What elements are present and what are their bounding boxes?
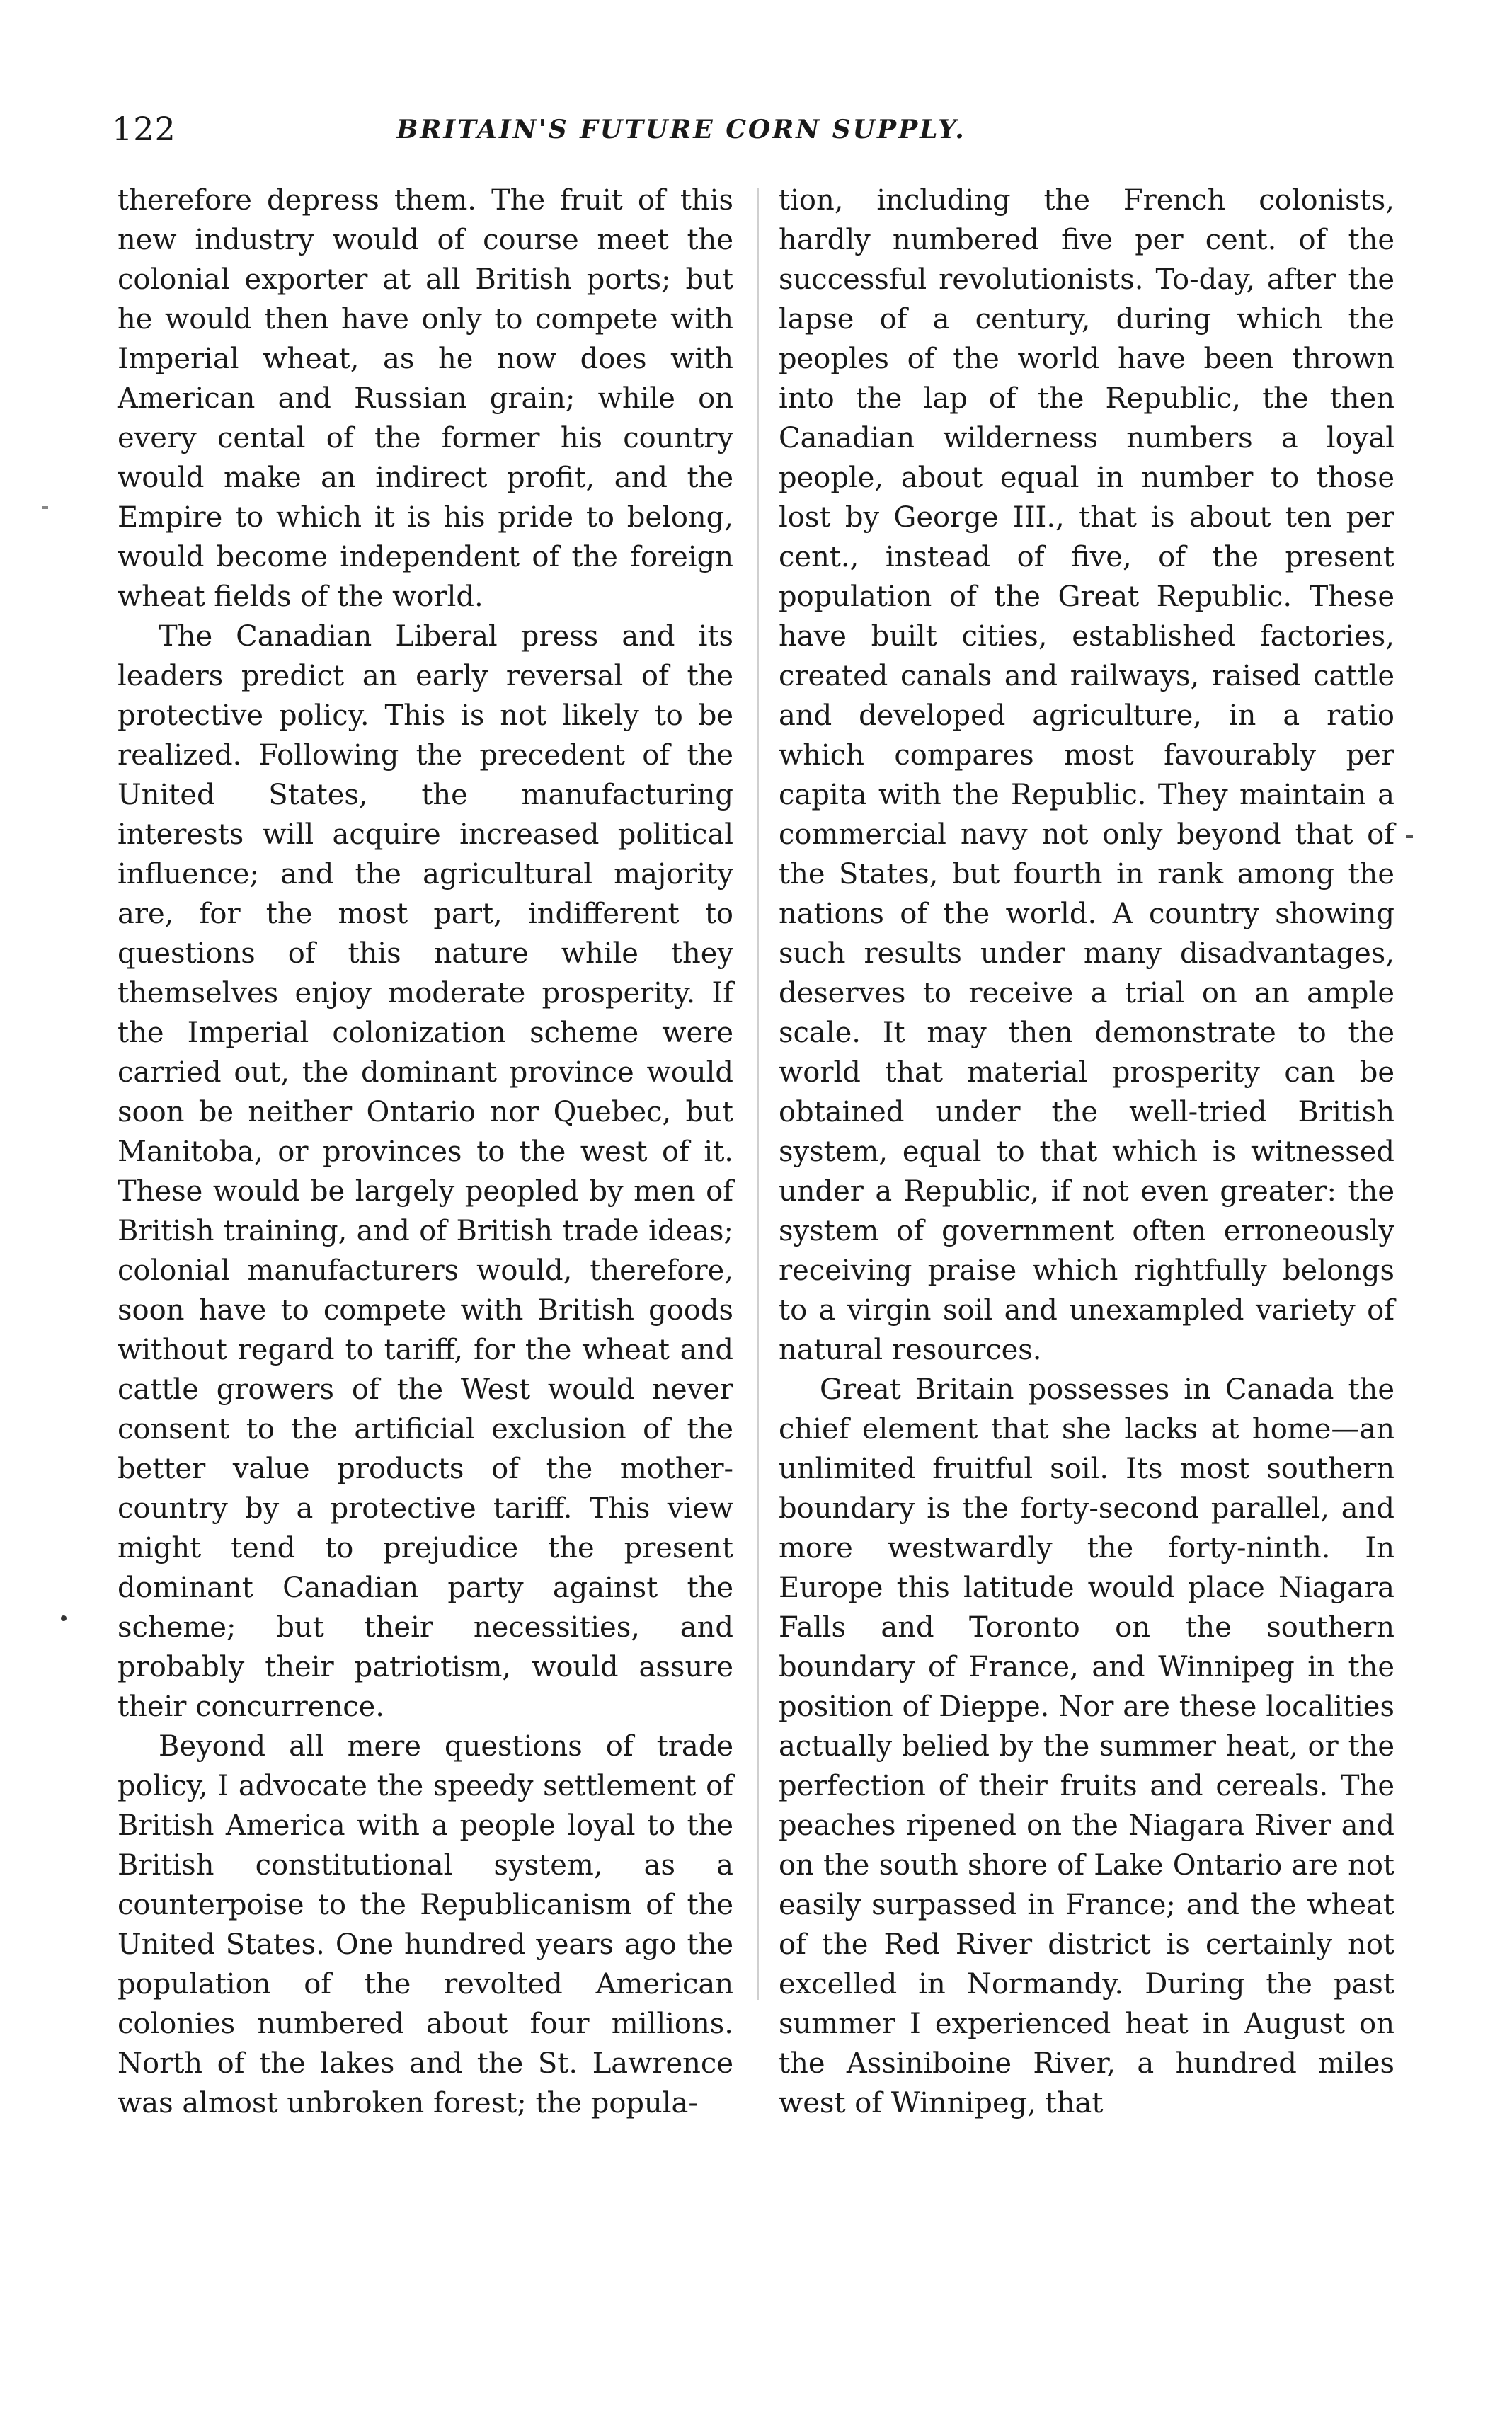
right-column (779, 181, 1394, 2123)
left-paragraph-1: therefore depress them. The fruit of this new industry would of course meet the colonial exporter at all British ports; but he would then have only to compete with Imperial wheat, as he now does with American and Russian grain; while on every cental of the former his country would make an indirect profit, and the Empire to which it is his pride to belong, would become independent of the foreign wheat fields of the world. (118, 184, 733, 613)
left-paragraph-2: The Canadian Liberal press and its leaders predict an early reversal of the protective policy. This is not likely to be realized. Following the precedent of the United States, the manufacturing interests will acquire increased political influence; and the agricultural majority are, for the most part, indifferent to questions of this nature while they themselves enjoy moderate prosperity. If the Imperial colonization scheme were carried out, the dominant province would soon be neither Ontario nor Quebec, but Manitoba, or provinces to the west of it. These would be largely peopled by men of British training, and of British trade ideas; colonial manufacturers would, therefore, soon have to compete with British goods without regard to tariff, for the wheat and cattle growers of the West would never consent to the artificial exclusion of the better value products of the mother-country by a protective tariff. This view might tend to prejudice the present dominant Canadian party against the scheme; but their necessities, and probably their patriotism, would assure their concurrence. (118, 620, 733, 1723)
margin-speck (1406, 835, 1413, 838)
right-paragraph-2: Great Britain possesses in Canada the chief element that she lacks at home—an unlimited fruitful soil. Its most southern boundary is the forty-second parallel, and more westwardly the forty-ninth. In Europe this latitude would place Niagara Falls and Toronto on the southern boundary of France, and Winnipeg in the position of Dieppe. Nor are these localities actually belied by the summer heat, or the perfection of their fruits and cereals. The peaches ripened on the Niagara River and on the south shore of Lake Ontario are not easily surpassed in France; and the wheat of the Red River district is certainly not excelled in Normandy. During the past summer I experienced heat in August on the Assiniboine River, a hundred miles west of Winnipeg, that (779, 1373, 1394, 2119)
page-number: 122 (112, 110, 176, 148)
margin-speck (61, 1615, 67, 1621)
left-paragraph-3: Beyond all mere questions of trade policy, I advocate the speedy settlement of British America with a people loyal to the British constitutional system, as a counterpoise to the Republicanism of the United States. One hundred years ago the population of the revolted American colonies numbered about four millions. North of the lakes and the St. Lawrence was almost unbroken forest; the popula- (118, 1730, 733, 2119)
right-paragraph-1: tion, including the French colonists, hardly numbered five per cent. of the successful revolutionists. To-day, after the lapse of a century, during which the peoples of the world have been thrown into the lap of the Republic, the then Canadian wilderness numbers a loyal people, about equal in number to those lost by George III., that is about ten per cent., instead of five, of the present population of the Great Republic. These have built cities, established factories, created canals and railways, raised cattle and developed agriculture, in a ratio which compares most favourably per capita with the Republic. They maintain a commercial navy not only beyond that of the States, but fourth in rank among the nations of the world. A country showing such results under many disadvantages, deserves to receive a trial on an ample scale. It may then demonstrate to the world that material prosperity can be obtained under the well-tried British system, equal to that which is witnessed under a Republic, if not even greater: the system of government often erroneously receiving praise which rightfully belongs to a virgin soil and unexampled variety of natural resources. (779, 184, 1394, 1366)
left-column (118, 181, 733, 2123)
column-divider (757, 188, 759, 2000)
margin-speck (42, 506, 48, 509)
running-title: BRITAIN'S FUTURE CORN SUPPLY. (396, 115, 966, 144)
